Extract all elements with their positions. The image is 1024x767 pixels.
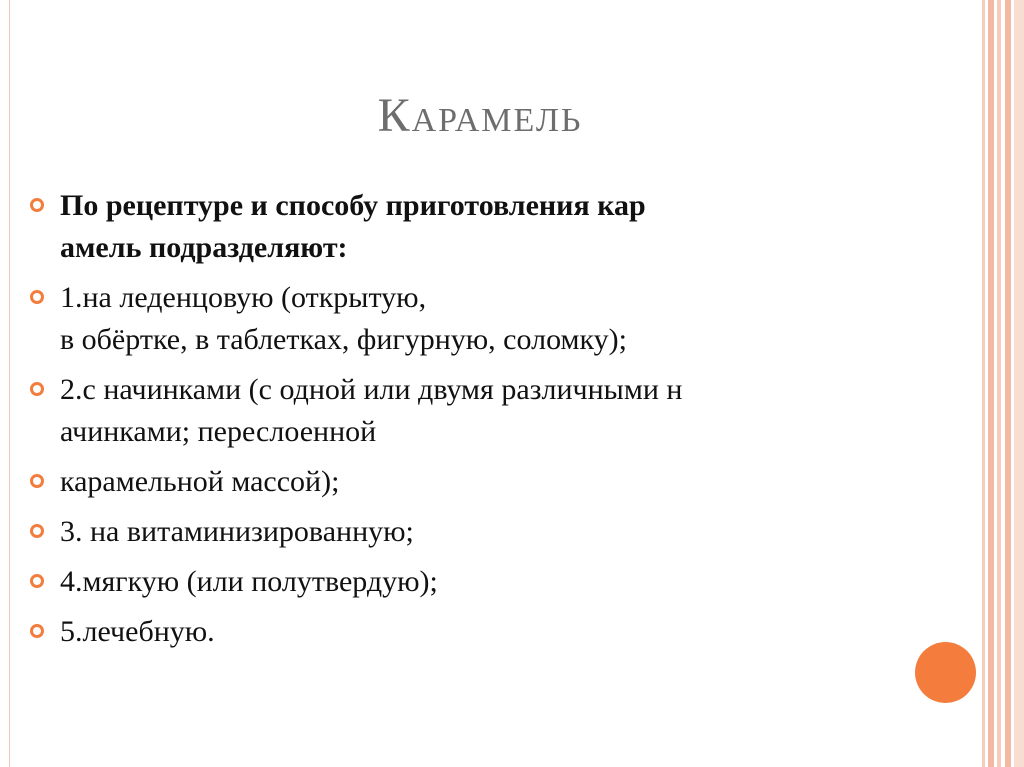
slide-title: Карамель (377, 89, 583, 142)
bullet-icon (30, 290, 44, 304)
bullet-icon (30, 524, 44, 538)
list-item (30, 511, 910, 553)
list-item-line: амель подразделяют: (60, 231, 348, 264)
bullet-icon (30, 382, 44, 396)
list-item (30, 611, 910, 653)
list-item (30, 461, 910, 503)
list-item (30, 369, 910, 453)
bullet-icon (30, 474, 44, 488)
list-item-line: в обёртке, в таблетках, фигурную, соломку); (60, 323, 627, 356)
right-border-stripe (1005, 0, 1011, 767)
decorative-circle-icon (915, 642, 976, 703)
list-item (30, 185, 910, 269)
bullet-list (30, 185, 910, 661)
bullet-icon (30, 624, 44, 638)
list-item-line: 3. на витаминизированную; (60, 515, 414, 548)
right-border-stripe (988, 0, 994, 767)
list-item-line: 4.мягкую (или полутвердую); (60, 565, 438, 598)
list-item-line: 2.с начинками (с одной или двумя различными н (60, 373, 683, 406)
right-border-stripe (982, 0, 985, 767)
right-border-stripe (997, 0, 1001, 767)
list-item-line: ачинками; переслоенной (60, 415, 377, 448)
list-item-line: карамельной массой); (60, 465, 340, 498)
list-item-line: 5.лечебную. (60, 615, 215, 648)
list-item (30, 277, 910, 361)
right-border-stripe (1014, 0, 1024, 767)
list-item-line: 1.на леденцовую (открытую, (60, 281, 427, 314)
list-item (30, 561, 910, 603)
list-item-line: По рецептуре и способу приготовления кар (60, 189, 646, 222)
bullet-icon (30, 574, 44, 588)
bullet-icon (30, 198, 44, 212)
